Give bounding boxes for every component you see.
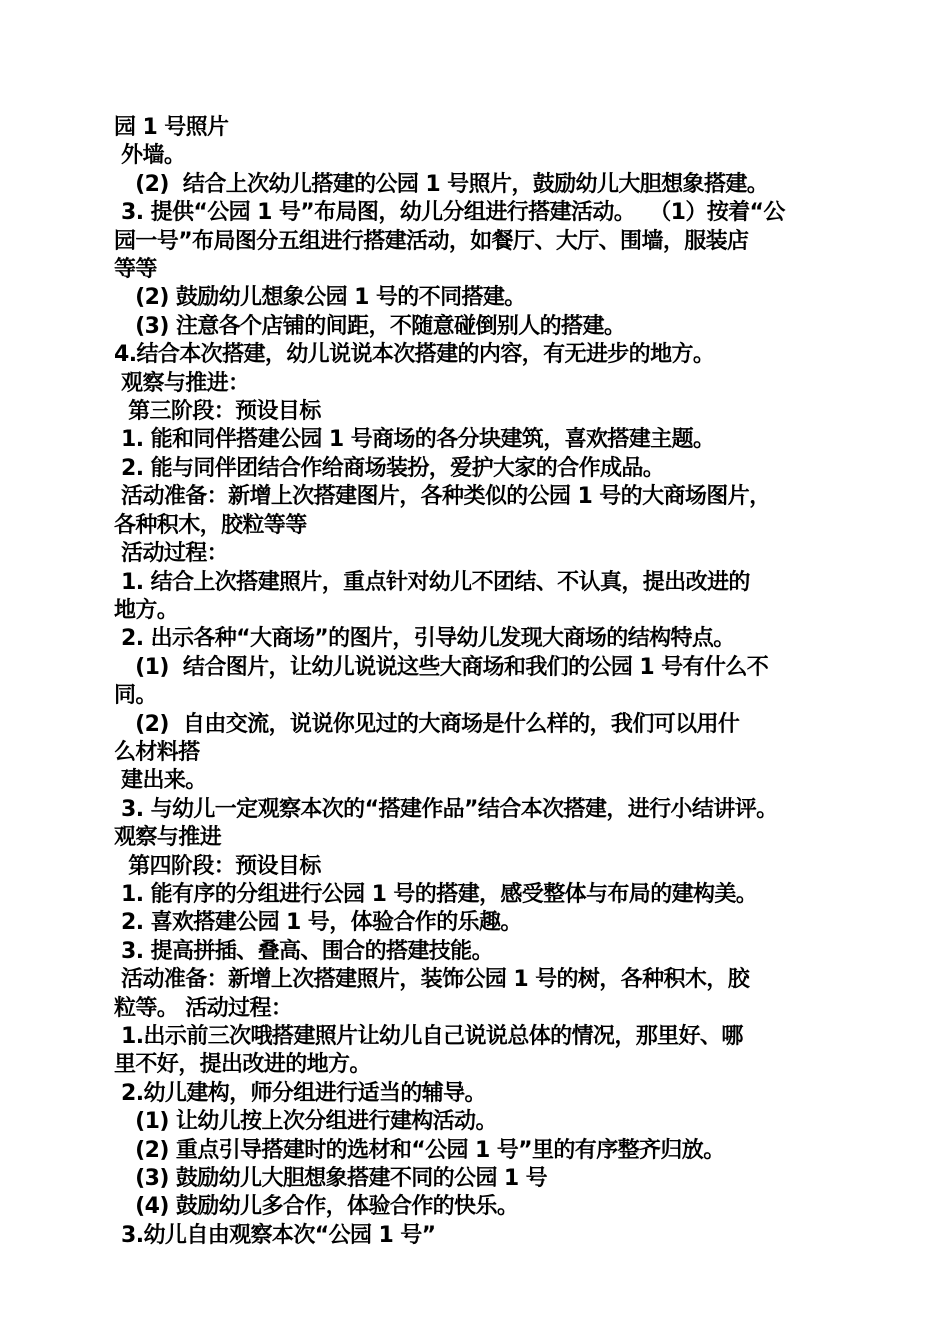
text-line: (3) 注意各个店铺的间距，不随意碰倒别人的搭建。 [114,313,626,339]
text-line: 外墙。 [114,143,186,169]
text-line: (2) 自由交流，说说你见过的大商场是什么样的，我们可以用什 [114,711,740,737]
text-line: (2) 重点引导搭建时的选材和“公园 1 号”里的有序整齐归放。 [114,1137,725,1163]
text-line: 各种积木，胶粒等等 [114,512,307,538]
text-line: 3. 提供“公园 1 号”布局图，幼儿分组进行搭建活动。 （1）按着“公 [114,200,785,226]
text-line: 建出来。 [114,768,207,794]
section-heading: 活动过程： [114,541,229,567]
section-heading: 观察与推进 [114,825,222,851]
text-line: 1. 能和同伴搭建公园 1 号商场的各分块建筑，喜欢搭建主题。 [114,427,715,453]
text-line: 等等 [114,257,157,283]
text-line: 同。 [114,683,157,709]
text-line: (4) 鼓励幼儿多合作，体验合作的快乐。 [114,1194,519,1220]
text-line: 4.结合本次搭建，幼儿说说本次搭建的内容，有无进步的地方。 [114,342,715,368]
document-page [114,114,844,1250]
text-line: 1.出示前三次哦搭建照片让幼儿自己说说总体的情况，那里好、哪 [114,1024,743,1049]
text-line: 3. 提高拼插、叠高、围合的搭建技能。 [114,938,493,964]
section-heading: 第四阶段：预设目标 [114,853,321,879]
text-line: 3.幼儿自由观察本次“公园 1 号” [114,1222,436,1248]
text-line: 活动准备：新增上次搭建图片，各种类似的公园 1 号的大商场图片， [114,484,771,510]
text-line: 2.幼儿建构，师分组进行适当的辅导。 [114,1080,486,1106]
text-line: 粒等。 活动过程： [114,995,293,1021]
text-line: 活动准备：新增上次搭建照片，装饰公园 1 号的树，各种积木，胶 [114,967,750,993]
text-line: (2) 鼓励幼儿想象公园 1 号的不同搭建。 [114,285,526,311]
text-line: (2) 结合上次幼儿搭建的公园 1 号照片，鼓励幼儿大胆想象搭建。 [114,171,769,197]
text-line: 2. 出示各种“大商场”的图片，引导幼儿发现大商场的结构特点。 [114,626,735,652]
text-line: 1. 能有序的分组进行公园 1 号的搭建，感受整体与布局的建构美。 [114,881,758,907]
text-line: 园一号”布局图分五组进行搭建活动，如餐厅、大厅、围墙，服装店 [114,228,749,254]
text-line: 3. 与幼儿一定观察本次的“搭建作品”结合本次搭建，进行小结讲评。 [114,796,778,822]
text-line: 么材料搭 [114,739,200,765]
section-heading: 观察与推进： [114,370,250,396]
text-line: 2. 喜欢搭建公园 1 号，体验合作的乐趣。 [114,910,522,936]
section-heading: 第三阶段：预设目标 [114,399,321,425]
text-line: 2. 能与同伴团结合作给商场装扮，爱护大家的合作成品。 [114,455,665,481]
text-line: (1) 结合图片，让幼儿说说这些大商场和我们的公园 1 号有什么不 [114,654,769,680]
text-line: (1) 让幼儿按上次分组进行建构活动。 [114,1109,497,1135]
text-line: 1. 结合上次搭建照片，重点针对幼儿不团结、不认真，提出改进的 [114,569,750,595]
text-line: 地方。 [114,597,179,623]
text-line: (3) 鼓励幼儿大胆想象搭建不同的公园 1 号 [114,1166,548,1192]
text-line: 里不好，提出改进的地方。 [114,1052,371,1078]
text-line: 园 1 号照片 [114,115,229,140]
